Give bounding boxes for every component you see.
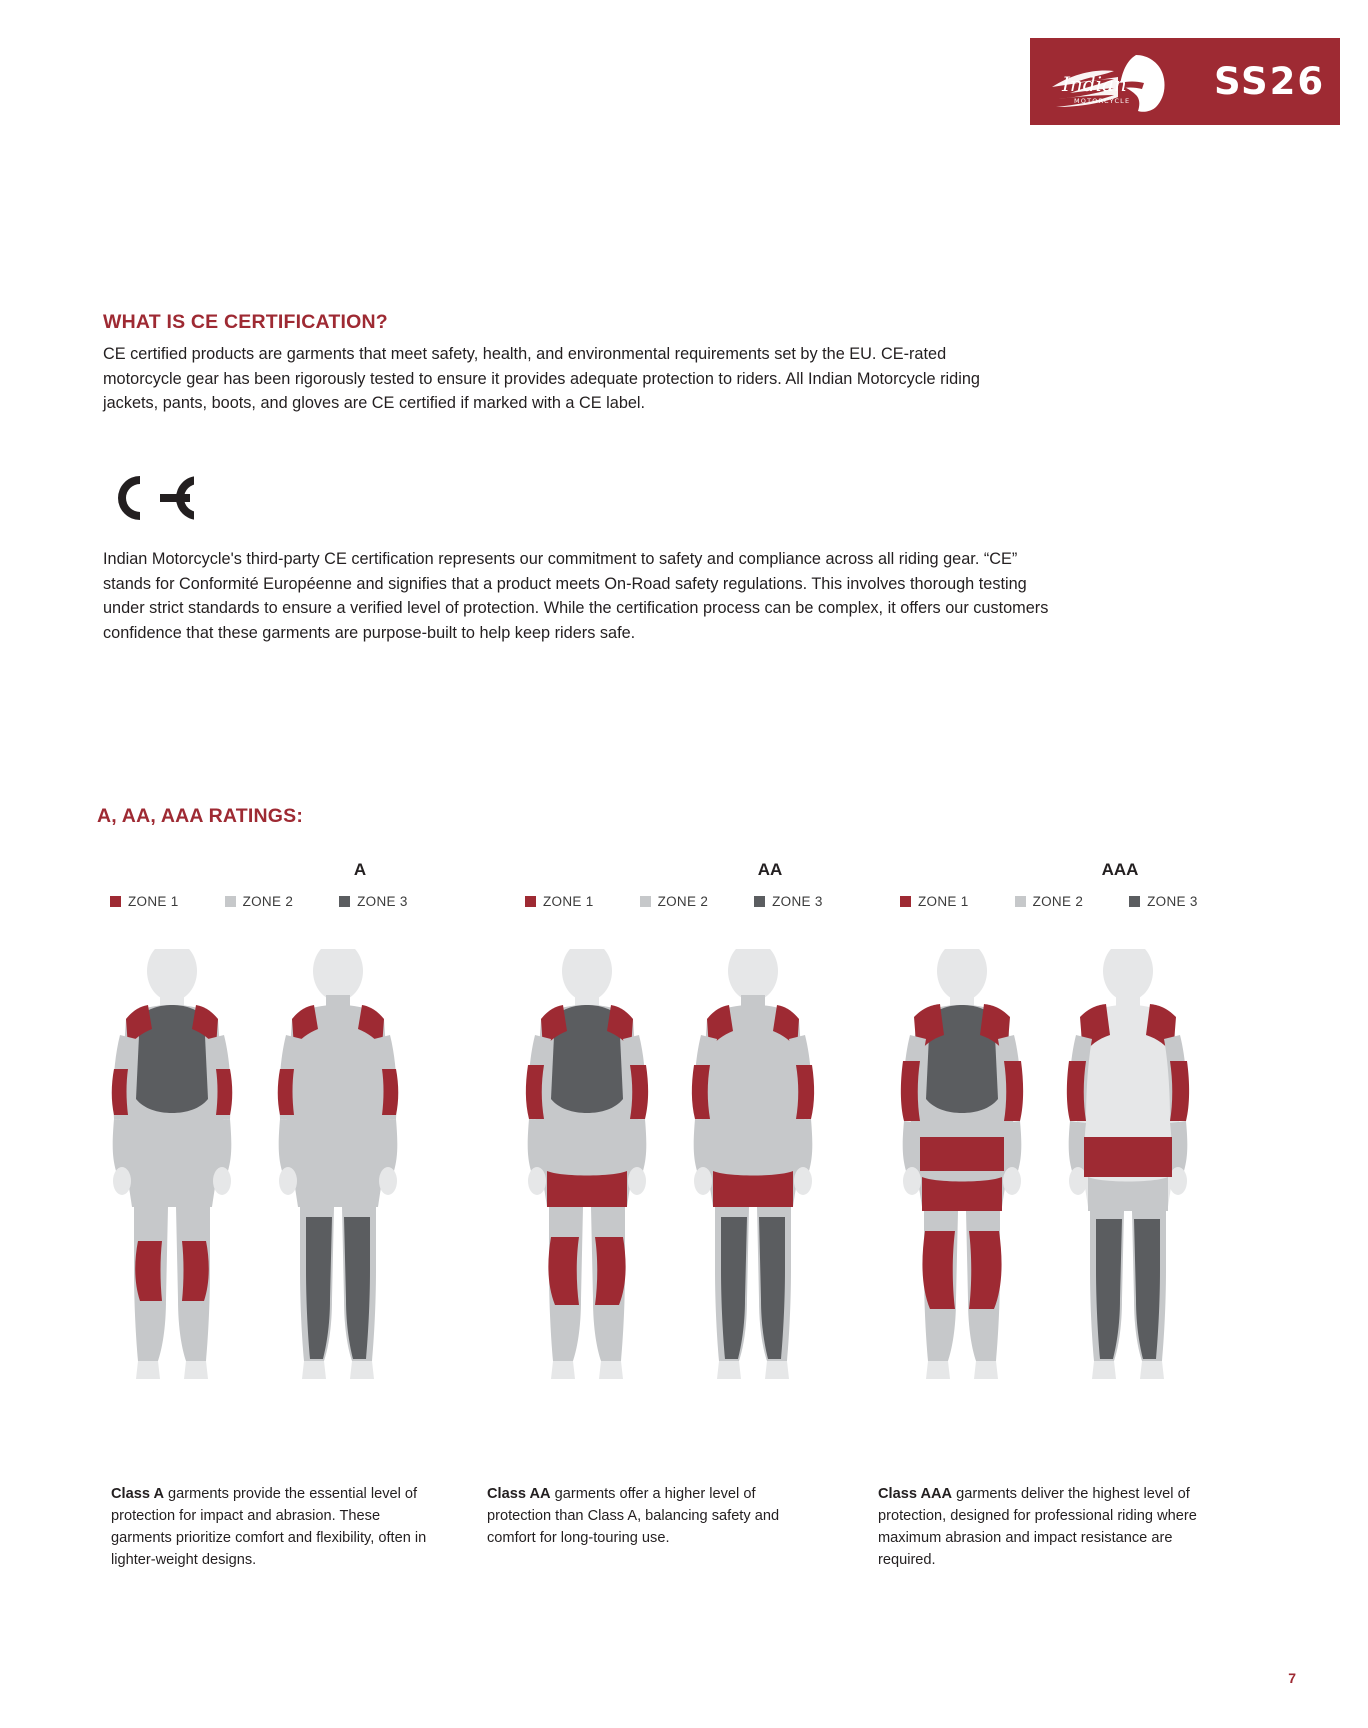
caption-class-aa-text: garments offer a higher level of protection than Class A, balancing safety and comfort for long-touring use. [487,1486,780,1546]
caption-class-aa [487,1483,817,1549]
ce-detail-paragraph: Indian Motorcycle's third-party CE certification represents our commitment to safety and compliance across all riding gear. “CE” stands for Conformité Européenne and signifies that a product meets On-Road safety regulations. This involves thorough testing under strict standards to ensure a verified level of protection. While the certification process can be complex, it offers our customers confidence that these garments are purpose-built to help keep riders safe. [103,550,1049,642]
legend-item-zone-2 [1015,894,1084,909]
legend-label-zone-3: ZONE 3 [1147,894,1198,909]
figure-front-aa [526,949,648,1379]
legend-aaa [900,894,1280,909]
page-title-ce-certification: WHAT IS CE CERTIFICATION? [103,311,388,333]
legend-swatch-zone-3 [754,896,765,907]
header-badge [1030,33,1340,130]
legend-label-zone-2: ZONE 2 [1032,894,1084,909]
legend-swatch-zone-1 [900,896,911,907]
figure-front-aaa [901,949,1023,1379]
season-code: SS26 [1214,60,1326,103]
figure-group-aaa [880,949,1280,1389]
ce-intro-paragraph: CE certified products are garments that meet safety, health, and environmental requirements set by the EU. CE-rated motorcycle gear has been rigorously tested to ensure it provides adequate protection to riders. All Indian Motorcycle riding jackets, pants, boots, and gloves are CE certified if marked with a CE label. [103,345,980,412]
rating-title-aaa: AAA [1101,860,1139,879]
legend-aa [525,894,905,909]
figure-back-a [278,949,399,1379]
caption-class-a-text: garments provide the essential level of protection for impact and abrasion. These garments prioritize comfort and flexibility, often in lighter-weight designs. [111,1486,427,1568]
section-title-ratings: A, AA, AAA RATINGS: [97,805,304,827]
caption-class-aaa [878,1483,1208,1571]
legend-swatch-zone-2 [640,896,651,907]
legend-swatch-zone-3 [339,896,350,907]
legend-item-zone-3 [1129,894,1198,909]
figure-back-aa [692,949,814,1379]
figure-group-aa [505,949,905,1389]
legend-swatch-zone-2 [225,896,236,907]
legend-label-zone-2: ZONE 2 [242,894,294,909]
figure-front-a [112,949,233,1379]
legend-item-zone-2 [640,894,709,909]
legend-item-zone-3 [339,894,408,909]
figure-group-a [90,949,490,1389]
figure-back-aaa [1067,949,1189,1379]
legend-swatch-zone-3 [1129,896,1140,907]
rating-column-aaa [880,860,1280,1389]
caption-class-aaa-label: Class AAA [878,1486,953,1502]
ce-mark-icon [104,472,194,520]
caption-class-aaa-text: garments deliver the highest level of protection, designed for professional riding where maximum abrasion and impact resistance are required. [878,1486,1197,1568]
brand-subwordmark: MOTORCYCLE [1074,96,1131,105]
legend-item-zone-1 [900,894,969,909]
brand-wordmark: Indian [1062,71,1127,96]
page-number: 7 [1288,1670,1296,1686]
legend-item-zone-1 [110,894,179,909]
legend-swatch-zone-2 [1015,896,1026,907]
legend-swatch-zone-1 [525,896,536,907]
legend-a [110,894,490,909]
legend-label-zone-2: ZONE 2 [657,894,709,909]
rating-title-aa: AA [757,860,783,879]
rating-column-a [90,860,490,1389]
legend-label-zone-3: ZONE 3 [357,894,408,909]
legend-label-zone-1: ZONE 1 [543,894,594,909]
indian-motorcycle-logo [1044,47,1204,117]
legend-item-zone-3 [754,894,823,909]
rating-title-a: A [353,860,367,879]
legend-item-zone-1 [525,894,594,909]
caption-class-aa-label: Class AA [487,1486,551,1502]
legend-item-zone-2 [225,894,294,909]
caption-class-a-label: Class A [111,1486,164,1502]
rating-column-aa [505,860,905,1389]
legend-label-zone-1: ZONE 1 [918,894,969,909]
legend-swatch-zone-1 [110,896,121,907]
caption-class-a [111,1483,441,1571]
legend-label-zone-3: ZONE 3 [772,894,823,909]
legend-label-zone-1: ZONE 1 [128,894,179,909]
